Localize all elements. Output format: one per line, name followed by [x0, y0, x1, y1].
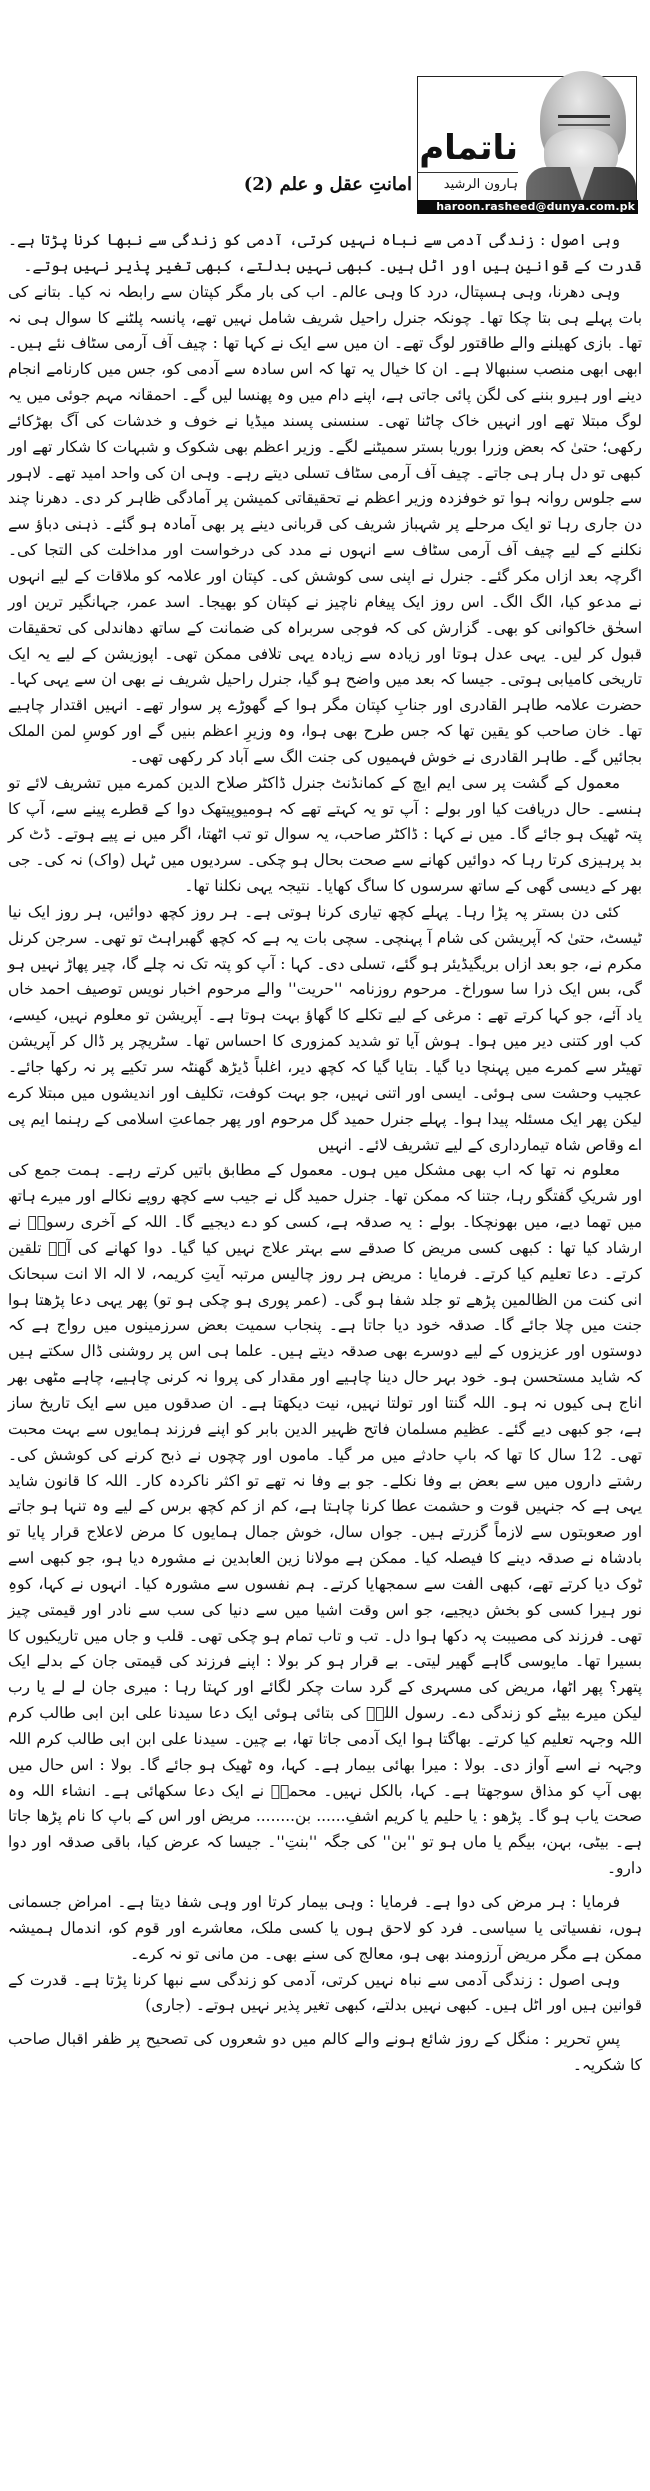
paragraph: معمول کے گشت پر سی ایم ایچ کے کمانڈنٹ جنرل ڈاکٹر صلاح الدین کمرے میں تشریف لائے تو ہنسے۔ حال دریافت کیا اور بولے : آپ تو یہ کہتے تھے کہ ہومیوپیتھک دوا کے قطرے پینے سے، آپ کا پتہ ٹھیک ہو جائے گا۔ میں نے کہا : ڈاکٹر صاحب، یہ سوال تو تب اٹھتا، اگر میں نے پیے ہوتے۔ ڈٹ کر بد پرہیزی کرتا رہا کہ دوائیں کھانے سے صحت بحال ہو چکی۔ سردیوں میں ٹہل (واک) نہ کی۔ جی بھر کے دیسی گھی کے ساتھ سرسوں کا ساگ کھایا۔ نتیجہ یہی نکلنا تھا۔	[8, 773, 642, 896]
divider	[418, 172, 518, 173]
postscript: پسِ تحریر : منگل کے روز شائع ہونے والے کالم میں دو شعروں کی تصحیح پر ظفر اقبال صاحب کا شکریہ۔	[8, 2030, 642, 2075]
author-photo	[526, 71, 636, 201]
paragraph: وہی اصول : زندگی آدمی سے نباہ نہیں کرتی، آدمی کو زندگی سے نبھا کرنا پڑتا ہے۔ قدرت کے قوانین ہیں اور اٹل ہیں۔ کبھی نہیں بدلتے، کبھی تغیر پذیر نہیں ہوتے۔ (جاری)	[8, 1970, 642, 2015]
paragraph: وہی دھرنا، وہی ہسپتال، درد کا وہی عالم۔ اب کی بار مگر کپتان سے رابطہ نہ کیا۔ بتانے کی بات پہلے ہی بتا چکا تھا۔ چونکہ جنرل راحیل شریف شامل نہیں تھے، پانسہ پلٹنے کا سوال ہی نہ تھا۔ بازی کھیلنے والے طاقتور لوگ تھے۔ ان میں سے ایک نے کہا تھا : چیف آف آرمی سٹاف نئے ہیں۔ ابھی ابھی منصب سنبھالا ہے۔ ان کا خیال یہ تھا کہ اس سادہ سے آدمی کو، جس میں کارنامے انجام دینے اور ہیرو بننے کی لگن پائی جاتی ہے، اپنے دام میں وہ پھنسا لیں گے۔ احمقانہ مہم جوئی میں یہ لوگ مبتلا تھے اور انہیں خاک چاٹنا تھی۔ سنسنی پسند میڈیا نے خوف و خدشات کی آگ بھڑکائے رکھی؛ حتیٰ کہ بعض وزرا بوریا بستر سمیٹنے لگے۔ وزیر اعظم بھی شکوک و شبہات کا شکار تھے اور کبھی تو دل ہار ہی جاتے۔ چیف آف آرمی سٹاف تسلی دیتے رہے۔ وہی ان کی واحد امید تھے۔ لاہور سے جلوس روانہ ہوا تو خوفزدہ وزیر اعظم نے تحقیقاتی کمیشن پر آمادگی ظاہر کر دی۔ دھرنا چند دن جاری رہا تو ایک مرحلے پر شہباز شریف کی قربانی دینے پر بھی آمادہ ہو گئے۔ ذہنی دباؤ سے نکلنے کے لیے چیف آف آرمی سٹاف سے انہوں نے مدد کی درخواست اور مداخلت کی التجا کی۔ اگرچہ بعد ازاں مکر گئے۔ جنرل نے اپنی سی کوشش کی۔ کپتان اور علامہ کو ملاقات کے لیے انہوں نے مدعو کیا، الگ الگ۔ اس روز ایک پیغام ناچیز نے کپتان کو بھیجا۔ اسد عمر، جہانگیر ترین اور اسحٰق خاکوانی کو بھی۔ گزارش کی کہ فوجی سربراہ کی ضمانت کے ساتھ دھاندلی کی تحقیقات قبول کر لیں۔ یہی عدل ہوتا اور زیادہ سے زیادہ یہی تلافی ممکن تھی۔ اپوزیشن کے لیے یہ ایک تاریخی کامیابی ہوتی۔ جیسا کہ بعد میں واضح ہو گیا، جنرل راحیل شریف نے بھی ان سے یہی کہا۔ حضرت علامہ طاہر القادری اور جنابِ کپتان مگر ہوا کے گھوڑے پر سوار تھے۔ انہیں اقتدار چاہیے تھا۔ خان صاحب کو یقین تھا کہ جس طرح بھی ہوا، وہ وزیرِ اعظم بنیں گے اور کوسِ لمن الملک بجائیں گے۔ طاہر القادری نے خوش فہمیوں کی جنت الگ سے آباد کر رکھی تھی۔	[8, 282, 642, 766]
article-title: امانتِ عقل و علم (2)	[243, 174, 412, 195]
paragraph: کئی دن بستر پہ پڑا رہا۔ پہلے کچھ تیاری کرنا ہوتی ہے۔ ہر روز کچھ دوائیں، ہر روز ایک نیا ٹیسٹ، حتیٰ کہ آپریشن کی شام آ پہنچی۔ سچی بات یہ ہے کہ کچھ گھبراہٹ تو تھی۔ سرجن کرنل مکرم نے، جو بعد ازاں بریگیڈیئر ہو گئے، تسلی دی۔ کہا : آپ کو پتہ تک نہ چلے گا، چیر پھاڑ نہیں ہو گی، بس ایک ذرا سا سوراخ۔ مرحوم روزنامہ ''حریت'' والے مرحوم اخبار نویس توصیف احمد خاں یاد آئے، جو کہا کرتے تھے : مرغی کے لیے تکلے کا گھاؤ بہت ہوتا ہے۔ آپریشن تو معلوم نہیں، کیسے، کب اور کتنی دیر میں ہوا۔ ہوش آیا تو شدید کمزوری کا احساس تھا۔ سٹریچر پر ڈال کر آپریشن تھیٹر سے کمرے میں پہنچا دیا گیا۔ بتایا گیا کہ کچھ دیر، اغلباً ڈیڑھ گھنٹہ سر تکیے پر نہ رکھا جائے۔ عجیب وحشت سی ہوئی۔ ایسی اور اتنی نہیں، جو بہت کوفت، تکلیف اور اندیشوں میں مبتلا کرے لیکن پھر ایک مسئلہ پیدا ہوا۔ پہلے جنرل حمید گل مرحوم اور پھر جماعتِ اسلامی کے رہنما ایم پی اے وقاص شاہ تیمارداری کے لیے تشریف لائے۔ انہیں	[8, 902, 642, 1154]
column-header	[417, 76, 637, 202]
article-body	[8, 228, 642, 2079]
paragraph: معلوم نہ تھا کہ اب بھی مشکل میں ہوں۔ معمول کے مطابق باتیں کرتے رہے۔ ہمت جمع کی اور شریکِ گفتگو رہا، جتنا کہ ممکن تھا۔ جنرل حمید گل نے جیب سے کچھ روپے نکالے اور میرے ہاتھ میں تھما دیے، میں بھونچکا۔ بولے : یہ صدقہ ہے، کسی کو دے دیجیے گا۔ اللہ کے آخری رسولؐ نے ارشاد کیا تھا : کبھی کسی مریض کا صدقے سے بہتر علاج نہیں کیا گیا۔ دوا کھانے کی آپؐ تلقین کرتے۔ دعا تعلیم کیا کرتے۔ فرمایا : مریض ہر روز چالیس مرتبہ آیتِ کریمہ، لا الہ الا انت سبحانک انی کنت من الظالمین پڑھے تو جلد شفا ہو گی۔ (عمر پوری ہو چکی ہو تو) پھر یہی دعا پڑھتا ہوا جنت میں چلا جائے گا۔ صدقہ خود دیا جاتا ہے۔ پنجاب سمیت بعض سرزمینوں میں رواج ہے کہ دوستوں اور عزیزوں کے لیے دوسرے بھی صدقہ دیتے ہیں۔ علما ہی اس پر روشنی ڈال سکتے ہیں کہ شاید مستحسن ہو۔ خود بہر حال دینا چاہیے اور مقدار کی پروا نہ کرنی چاہیے، چاہے مٹھی بھر اناج ہی کیوں نہ ہو۔ اللہ گنتا اور تولتا نہیں، نیت دیکھتا ہے۔ ان صدقوں میں سے ایک تاریخ ساز ہے، جو کبھی دیے گئے۔ عظیم مسلمان فاتح ظہیر الدین بابر کو اپنے فرزند ہمایوں سے بہت محبت تھی۔ 12 سال کا تھا کہ باپ حادثے میں مر گیا۔ ماموں اور چچوں نے ذبح کرنے کی کوشش کی۔ رشتے داروں میں سے بعض بے وفا نکلے۔ جو بے وفا نہ تھے تو اکثر ناکردہ کار۔ اللہ کا قانون شاید یہی ہے کہ جنہیں قوت و حشمت عطا کرنا چاہتا ہے، کم از کم کچھ برس کے لیے وہ تنہا ہو جاتے اور صعوبتوں سے لازماً گزرتے ہیں۔ جواں سال، خوش جمال ہمایوں کا مرض لاعلاج قرار پایا تو بادشاہ نے صدقہ دینے کا فیصلہ کیا۔ ممکن ہے مولانا زین العابدین نے مشورہ دیا ہو، جو کبھی اسے ٹوک دیا کرتے تھے، کبھی الفت سے سمجھایا کرتے۔ ہم نفسوں سے مشورہ کیا۔ انہوں نے کہا، کوہِ نور ہیرا کسی کو بخش دیجیے، جو اس وقت اشیا میں سے دنیا کی سب سے نادر اور قیمتی چیز تھی۔ فرزند کی مصیبت پہ دکھا ہوا دل۔ تب و تاب تمام ہو چکی تھی۔ قلب و جاں میں تاریکیوں کا بسیرا تھا۔ مایوسی گاہے گھیر لیتی۔ بے قرار ہو کر بولا : اپنے فرزند کی قیمتی جان کے بدلے ایک پتھر؟ پھر اٹھا، مریض کی مسہری کے گرد سات چکر لگائے اور کہتا رہا : میری جان لے لے یا رب لیکن میرے بیٹے کو زندگی دے۔ رسول اللہؐ کی بتائی ہوئی ایک دعا سیدنا علی ابن ابی طالب کرم اللہ وجہہ تعلیم کیا کرتے۔ بھاگتا ہوا ایک آدمی جاتا تھا، بے چین۔ سیدنا علی ابن ابی طالب کرم اللہ وجہہ نے اسے آواز دی۔ بولا : میرا بھائی بیمار ہے۔ کہا، وہ ٹھیک ہو جائے گا۔ بولا : اس حال میں بھی آپ کو مذاق سوجھتا ہے۔ کہا، بالکل نہیں۔ محمدؐ نے ایک دعا سکھائی ہے۔ انشاء اللہ وہ صحت یاب ہو گا۔ پڑھو : یا حلیم یا کریم اشفِ...... بن........ مریض اور اس کے باپ کا نام پڑھا جاتا ہے۔ بیٹی، بہن، بیگم یا ماں ہو تو ''بن'' کی جگہ ''بنتِ''۔ جیسا کہ عرض کیا، باقی صدقہ اور دوا دارو۔	[8, 1161, 642, 1878]
column-name: ناتمام	[419, 128, 518, 168]
paragraph: فرمایا : ہر مرض کی دوا ہے۔ فرمایا : وہی بیمار کرتا اور وہی شفا دیتا ہے۔ امراض جسمانی ہوں، نفسیاتی یا سیاسی۔ فرد کو لاحق ہوں یا کسی ملک، معاشرے اور قوم کو، اندمال ہمیشہ ممکن ہے مگر مریض آرزومند بھی ہو، معالج کی سنے بھی۔ من مانی تو نہ کرے۔	[8, 1893, 642, 1963]
author-name: ہارون الرشید	[443, 177, 518, 192]
author-email: haroon.rasheed@dunya.com.pk	[417, 200, 638, 214]
author-photo-eyes	[558, 115, 610, 126]
paragraph: وہی اصول : زندگی آدمی سے نباہ نہیں کرتی، آدمی کو زندگی سے نبھا کرنا پڑتا ہے۔ قدرت کے قوانین ہیں اور اٹل ہیں۔ کبھی نہیں بدلتے، کبھی تغیر پذیر نہیں ہوتے۔	[8, 231, 642, 275]
